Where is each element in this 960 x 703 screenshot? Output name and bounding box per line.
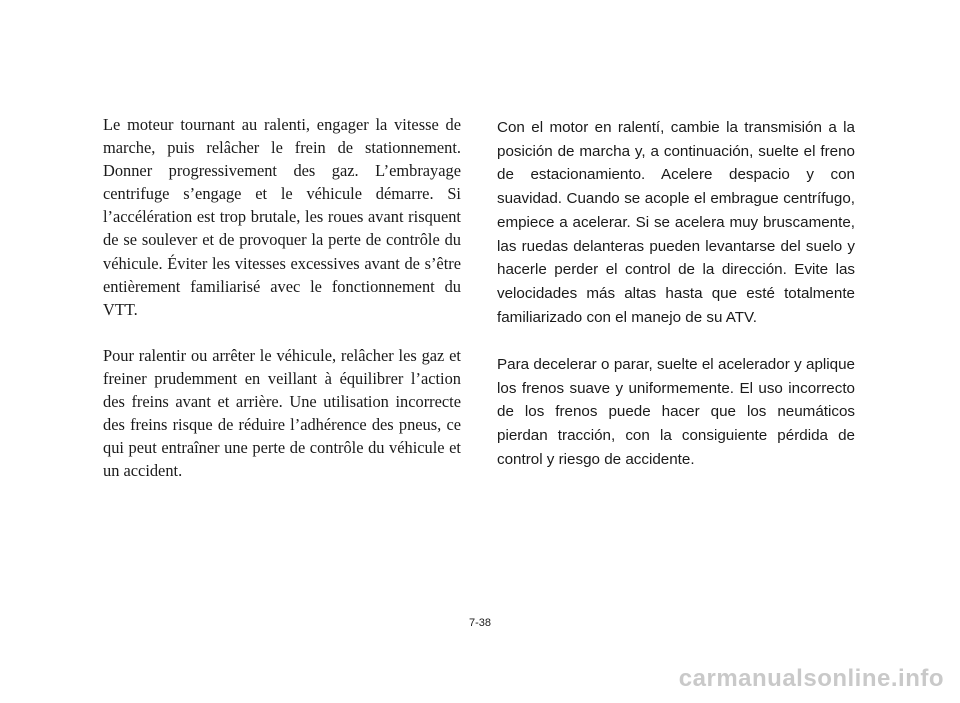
- watermark: carmanualsonline.info: [678, 665, 944, 692]
- french-column: [103, 113, 461, 483]
- page-number: 7-38: [468, 617, 492, 629]
- spanish-paragraph-2: Para decelerar o parar, suelte el acelerador y aplique los frenos suave y uniformemente. El uso incorrecto de los frenos puede hacer que los neumáticos pierdan tracción, con la consiguiente pérdida de control y riesgo de accidente.: [497, 356, 855, 468]
- french-paragraph-1: Le moteur tournant au ralenti, engager la vitesse de marche, puis relâcher le frein de stationnement. Donner progressivement des gaz. L’embrayage centrifuge s’engage et le véhicule démarre. Si l’accélération est trop brutale, les roues avant risquent de se soulever et de provoquer la perte de contrôle du véhicule. Éviter les vitesses excessives avant de s’être entièrement familiarisé avec le fonctionnement du VTT.: [103, 115, 461, 319]
- spanish-paragraph-1: Con el motor en ralentí, cambie la transmisión a la posición de marcha y, a continuación, suelte el freno de estacionamiento. Acelere despacio y con suavidad. Cuando se acople el embrague centrífugo, empiece a acelerar. Si se acelera muy bruscamente, las ruedas delanteras pueden levantarse del suelo y hacerle perder el control de la dirección. Evite las velocidades más altas hasta que esté totalmente familiarizado con el manejo de su ATV.: [497, 119, 855, 326]
- spanish-column: [497, 116, 855, 472]
- french-paragraph-2: Pour ralentir ou arrêter le véhicule, relâcher les gaz et freiner prudemment en veillant à équilibrer l’action des freins avant et arrière. Une utilisation incorrecte des freins risque de réduire l’adhérence des pneus, ce qui peut entraîner une perte de contrôle du véhicule et un accident.: [103, 345, 461, 481]
